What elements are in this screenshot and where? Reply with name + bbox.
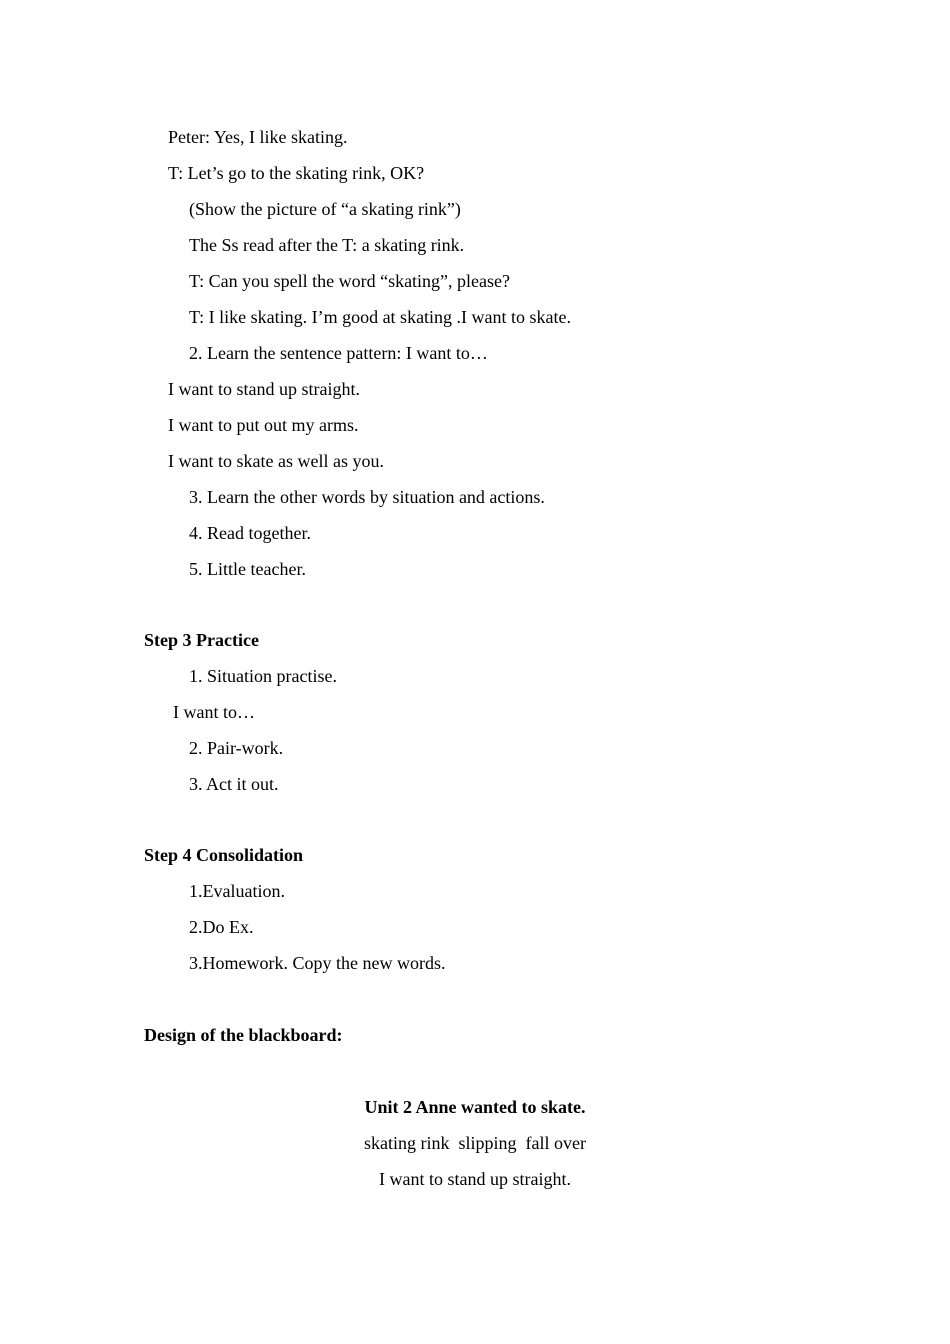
step3-item: 3. Act it out. xyxy=(189,774,279,794)
text-line: T: Can you spell the word “skating”, please? xyxy=(189,271,511,291)
blackboard-sentence: I want to stand up straight. xyxy=(379,1169,571,1189)
text-line: T: I like skating. I’m good at skating .I want to skate. xyxy=(189,307,572,327)
text-line: 3. Learn the other words by situation and actions. xyxy=(189,487,545,507)
text-line: 4. Read together. xyxy=(189,523,311,543)
text-line: T: Let’s go to the skating rink, OK? xyxy=(168,163,425,183)
step3-heading: Step 3 Practice xyxy=(144,630,259,650)
step3-item: I want to… xyxy=(173,702,255,722)
text-line: Peter: Yes, I like skating. xyxy=(168,127,348,147)
text-line: I want to stand up straight. xyxy=(168,379,360,399)
step4-item: 1.Evaluation. xyxy=(189,881,285,901)
step3-item: 1. Situation practise. xyxy=(189,666,337,686)
text-line: I want to put out my arms. xyxy=(168,415,359,435)
blackboard-title: Unit 2 Anne wanted to skate. xyxy=(364,1097,586,1117)
blackboard-words: skating rink slipping fall over xyxy=(364,1133,586,1153)
text-line: (Show the picture of “a skating rink”) xyxy=(189,199,461,219)
step4-item: 3.Homework. Copy the new words. xyxy=(189,953,446,973)
step3-item: 2. Pair-work. xyxy=(189,738,284,758)
text-line: 5. Little teacher. xyxy=(189,559,306,579)
blackboard-heading: Design of the blackboard: xyxy=(144,1025,343,1045)
text-line: 2. Learn the sentence pattern: I want to… xyxy=(189,343,488,363)
step4-item: 2.Do Ex. xyxy=(189,917,254,937)
text-line: The Ss read after the T: a skating rink. xyxy=(189,235,465,255)
step4-heading: Step 4 Consolidation xyxy=(144,845,304,865)
text-line: I want to skate as well as you. xyxy=(168,451,384,471)
